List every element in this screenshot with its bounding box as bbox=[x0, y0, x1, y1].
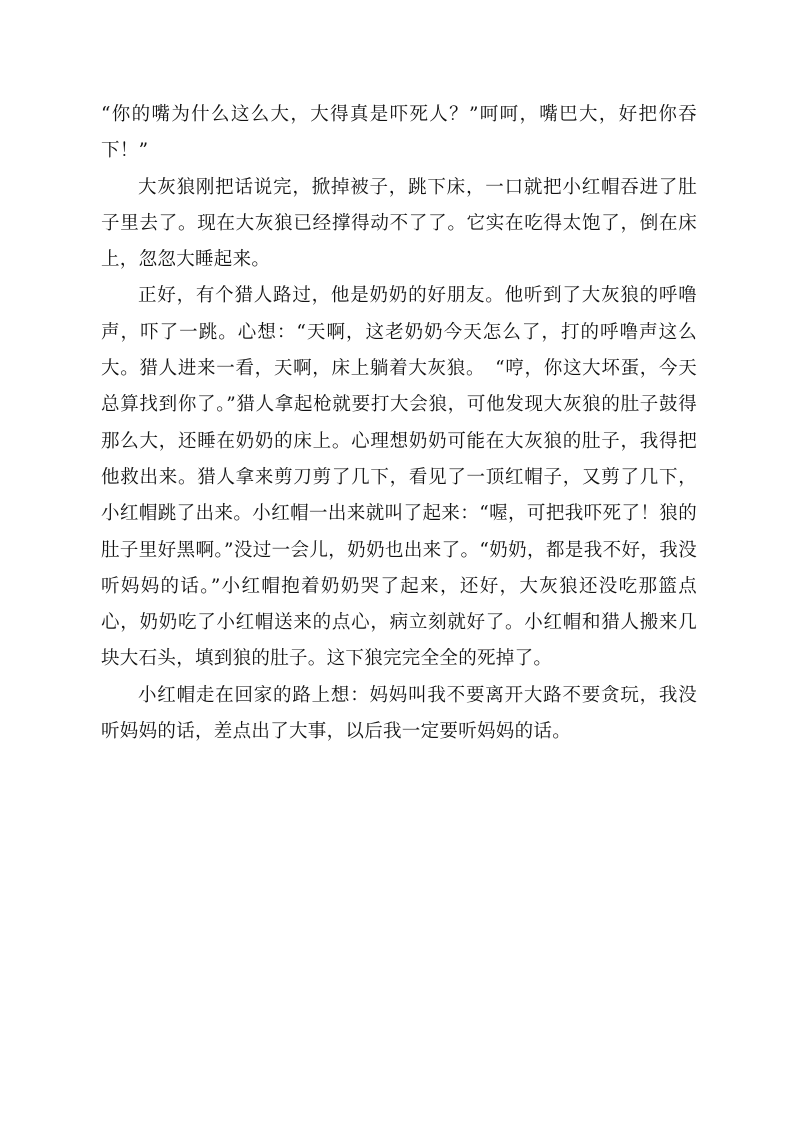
story-text bbox=[101, 97, 697, 750]
paragraph-2: 大灰狼刚把话说完，掀掉被子，跳下床，一口就把小红帽吞进了肚子里去了。现在大灰狼已经撑得动不了了。它实在吃得太饱了，倒在床上，忽忽大睡起来。 bbox=[101, 176, 697, 271]
paragraph-3: 正好，有个猎人路过，他是奶奶的好朋友。他听到了大灰狼的呼噜声，吓了一跳。心想：“天啊，这老奶奶今天怎么了，打的呼噜声这么大。猎人进来一看，天啊，床上躺着大灰狼。 “哼，你这大坏蛋，今天总算找到你了。”猎人拿起枪就要打大会狼，可他发现大灰狼的肚子鼓得那么大，还睡在奶奶的床上。心理想奶奶可能在大灰狼的肚子，我得把他救出来。猎人拿来剪刀剪了几下，看见了一顶红帽子，又剪了几下，小红帽跳了出来。小红帽一出来就叫了起来：“喔，可把我吓死了！狼的肚子里好黑啊。”没过一会儿，奶奶也出来了。“奶奶，都是我不好，我没听妈妈的话。”小红帽抱着奶奶哭了起来，还好，大灰狼还没吃那篮点心，奶奶吃了小红帽送来的点心，病立刻就好了。小红帽和猎人搬来几块大石头，填到狼的肚子。这下狼完完全全的死掉了。 bbox=[101, 285, 697, 670]
paragraph-4: 小红帽走在回家的路上想：妈妈叫我不要离开大路不要贪玩，我没听妈妈的话，差点出了大事，以后我一定要听妈妈的话。 bbox=[101, 684, 697, 743]
paragraph-1: “你的嘴为什么这么大，大得真是吓死人？”呵呵，嘴巴大，好把你吞下！” bbox=[101, 104, 697, 162]
